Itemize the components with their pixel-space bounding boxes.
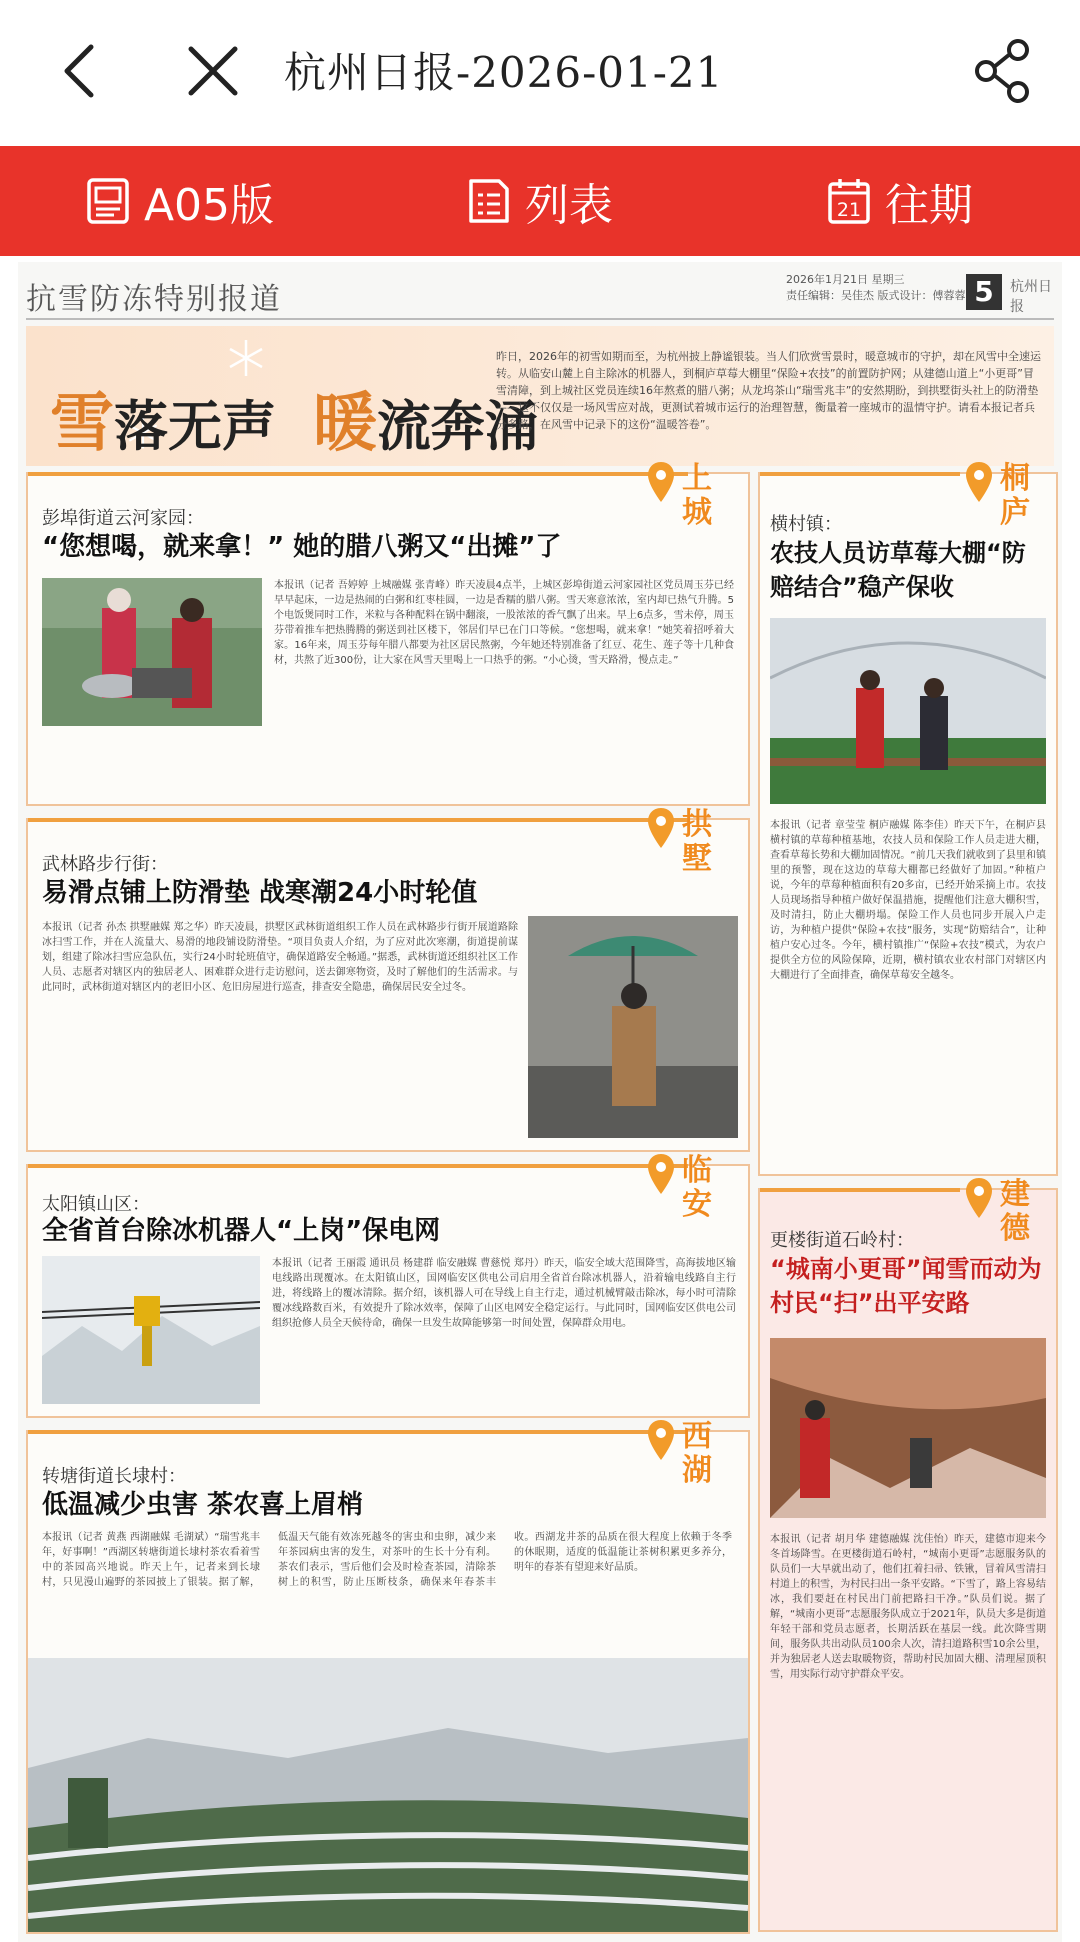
district-label: 西湖 (682, 1419, 712, 1488)
banner-title-char2: 暖 (312, 386, 377, 461)
newspaper-icon (86, 177, 130, 225)
article-headline: 低温减少虫害 茶农喜上眉梢 (42, 1490, 364, 1520)
calendar-day-text: 21 (836, 199, 862, 221)
street-label: 彭埠街道云河家园： (42, 508, 204, 529)
calendar-icon (827, 177, 871, 225)
close-button[interactable] (178, 36, 248, 106)
banner-title (50, 372, 539, 464)
street-label: 太阳镇山区： (42, 1194, 150, 1215)
article-headline: 易滑点铺上防滑垫 战寒潮24小时轮值 (42, 878, 478, 908)
article-photo (42, 578, 262, 726)
tab-page-version-label: A05版 (143, 180, 275, 231)
back-button[interactable] (44, 36, 114, 106)
article-photo (28, 1658, 748, 1932)
location-pin-icon (646, 1152, 676, 1196)
article-body: 本报讯（记者 胡月华 建德融媒 沈佳怡）昨天，建德市迎来今冬首场降雪。在更楼街道石岭村，“城南小更哥”志愿服务队的队员们一大早就出动了，他们扛着扫帚、铁锹，冒着风雪清扫村道上的积雪，为村民扫出一条平安路。“下雪了，路上容易结冰，我们要赶在村民出门前把路扫干净。”队员们说。据了解，“城南小更哥”志愿服务队成立于2021年，队员大多是街道年轻干部和党员志愿者，长期活跃在基层一线。此次降雪期间，服务队共出动队员100余人次，清扫道路积雪10余公里，并为独居老人送去取暖物资，帮助村民加固大棚、清理屋顶积雪，用实际行动守护群众平安。 (770, 1534, 1046, 1680)
banner-title-part2: 流奔涌 (376, 394, 539, 458)
street-label: 更楼街道石岭村： (770, 1230, 914, 1251)
article-shangcheng[interactable] (26, 461, 750, 806)
article-headline: 农技人员访草莓大棚“防赔结合”稳产保收 (770, 539, 1026, 601)
paper-brand: 杭州日报 (1010, 279, 1052, 315)
article-linan[interactable] (26, 1153, 750, 1418)
chevron-left-icon (59, 41, 99, 101)
tab-bar (0, 146, 1080, 256)
banner-title-char1: 雪 (50, 386, 114, 461)
share-icon (970, 38, 1036, 104)
tab-page-version[interactable] (0, 146, 360, 256)
article-body: 本报讯（记者 黄燕 西湖融媒 毛湖斌）“瑞雪兆丰年，好事啊！”西湖区转塘街道长埭村茶农看着雪中的茶园高兴地说。昨天上午，记者来到长埭村，只见漫山遍野的茶园披上了银装。据了解，低温天气能有效冻死越冬的害虫和虫卵，减少来年茶园病虫害的发生，对茶叶的生长十分有利。茶农们表示，雪后他们会及时检查茶园，清除茶树上的积雪，防止压断枝条，确保来年春茶丰收。西湖龙井茶的品质在很大程度上依赖于冬季的休眠期，适度的低温能让茶树积累更多养分，明年的春茶有望迎来好品质。 (42, 1532, 732, 1588)
article-body: 本报讯（记者 章莹莹 桐庐融媒 陈李佳）昨天下午，在桐庐县横村镇的草莓种植基地，农技人员和保险工作人员走进大棚，查看草莓长势和大棚加固情况。“前几天我们就收到了县里和镇里的预警，现在这边的草莓大棚都已经做好了加固。”种植户说，今年的草莓种植面积有20多亩，已经开始采摘上市。农技人员现场指导种植户做好保温措施，提醒他们注意大棚积雪，及时清扫，防止大棚坍塌。保险工作人员也同步开展入户走访，为种植户提供“保险+农技”服务，实现“防赔结合”，让种植户安心过冬。今年，横村镇推广“保险+农技”模式，为农户提供全方位的风险保障，近期，横村镇农业农村部门对辖区内大棚进行了全面排查，确保草莓安全越冬。 (770, 820, 1046, 981)
share-button[interactable] (968, 36, 1038, 106)
page-number: 5 (966, 274, 1002, 310)
street-label: 武林路步行街： (42, 854, 168, 875)
street-label: 转塘街道长埭村： (42, 1466, 186, 1487)
article-body: 本报讯（记者 吾婷婷 上城融媒 张青峰）昨天凌晨4点半，上城区彭埠街道云河家园社区党员周玉芬已经早早起床，一边是热闹的白粥和红枣桂圆，一边是香糯的腊八粥。雪天寒意浓浓，室内却已热气升腾。5个电饭煲同时工作，米粒与各种配料在锅中翻滚，一股浓浓的香气飘了出来。早上6点多，雪未停，周玉芬带着推车把热腾腾的粥送到社区楼下，邻居们早已在门口等候。“您想喝，就来拿！”她笑着招呼着大家。16年来，周玉芬每年腊八都要为社区居民熬粥，今年她还特别准备了红豆、花生、莲子等十几种食材，共熬了近300份，让大家在风雪天里喝上一口热乎的粥。“小心烫，雪天路滑，慢点走。” (274, 580, 734, 666)
district-label: 临安 (682, 1153, 712, 1222)
article-headline: 全省首台除冰机器人“上岗”保电网 (42, 1216, 441, 1246)
location-pin-icon (646, 806, 676, 850)
location-pin-icon (646, 1418, 676, 1462)
banner (26, 326, 1054, 466)
page-meta (786, 272, 966, 304)
close-icon (185, 43, 241, 99)
article-headline: “城南小更哥”闻雪而动为村民“扫”出平安路 (770, 1255, 1042, 1317)
page-editors: 责任编辑：吴佳杰 版式设计：傅蓉蓉 (786, 289, 966, 302)
location-pin-icon (964, 1176, 994, 1220)
district-label: 桐庐 (1000, 461, 1030, 530)
location-pin-icon (646, 460, 676, 504)
article-body: 本报讯（记者 孙杰 拱墅融媒 郑之华）昨天凌晨，拱墅区武林街道组织工作人员在武林路步行街开展道路除冰扫雪工作，并在人流量大、易滑的地段铺设防滑垫。“项目负责人介绍，为了应对此次寒潮，街道提前谋划，组建了除冰扫雪应急队伍，实行24小时轮班值守，确保道路安全畅通。”据悉，武林街道还组织社区工作人员、志愿者对辖区内的独居老人、困难群众进行走访慰问，送去御寒物资，及时了解他们的生活需求。与此同时，武林街道对辖区内的老旧小区、危旧房屋进行巡查，排查安全隐患，确保居民安全过冬。 (42, 922, 518, 993)
list-icon (467, 177, 511, 225)
tab-list[interactable] (360, 146, 720, 256)
article-body: 本报讯（记者 王丽霞 通讯员 杨建群 临安融媒 曹慈悦 郑丹）昨天，临安全域大范围降雪，高海拔地区输电线路出现覆冰。在太阳镇山区，国网临安区供电公司启用全省首台除冰机器人，沿着输电线路自主行进，将线路上的覆冰清除。据介绍，该机器人可在导线上自主行走，通过机械臂敲击除冰，每小时可清除覆冰线路数百米，有效提升了除冰效率，保障了山区电网安全稳定运行。与此同时，国网临安区供电公司组织抢修人员全天候待命，确保一旦发生故障能够第一时间处置，保障群众用电。 (272, 1258, 736, 1329)
article-jiande[interactable] (758, 1177, 1058, 1932)
page-title: 杭州日报-2026-01-21 (284, 48, 724, 97)
article-photo (528, 916, 738, 1138)
article-xihu[interactable] (26, 1419, 750, 1934)
newspaper-page[interactable] (18, 262, 1062, 1942)
tab-past-issues[interactable] (720, 146, 1080, 256)
article-photo (42, 1256, 260, 1404)
article-photo (770, 618, 1046, 804)
article-photo (770, 1338, 1046, 1518)
banner-intro: 昨日，2026年的初雪如期而至，为杭州披上静谧银装。当人们欣赏雪景时，暖意城市的守护，却在风雪中全速运转。从临安山麓上自主除冰的机器人，到桐庐草莓大棚里“保险+农技”的前置防护网；从建德山道上“小更哥”冒雪清障，到上城社区党员连续16年熬煮的腊八粥；从龙坞茶山“瑞雪兆丰”的安然期盼，到拱墅街头社上的防滑垫——这不仅仅是一场风雪应对战，更测试着城市运行的治理智慧，衡量着一座城市的温情守护。请看本报记者兵分多路，在风雪中记录下的这份“温暖答卷”。 (496, 350, 1041, 431)
banner-title-part1: 落无声 (114, 394, 276, 458)
location-pin-icon (964, 460, 994, 504)
district-label: 上城 (682, 461, 712, 530)
page-date: 2026年1月21日 星期三 (786, 273, 905, 286)
page-header (26, 270, 1054, 320)
article-headline: “您想喝，就来拿！” 她的腊八粥又“出摊”了 (42, 532, 562, 562)
district-label: 拱墅 (682, 807, 712, 876)
tab-past-issues-label: 往期 (885, 180, 973, 231)
article-tonglu[interactable] (758, 461, 1058, 1176)
tab-list-label: 列表 (525, 180, 613, 231)
street-label: 横村镇： (770, 514, 842, 535)
section-title: 抗雪防冻特别报道 (26, 282, 282, 317)
top-bar (0, 0, 1080, 146)
district-label: 建德 (1000, 1177, 1030, 1246)
article-gongshu[interactable] (26, 807, 750, 1152)
